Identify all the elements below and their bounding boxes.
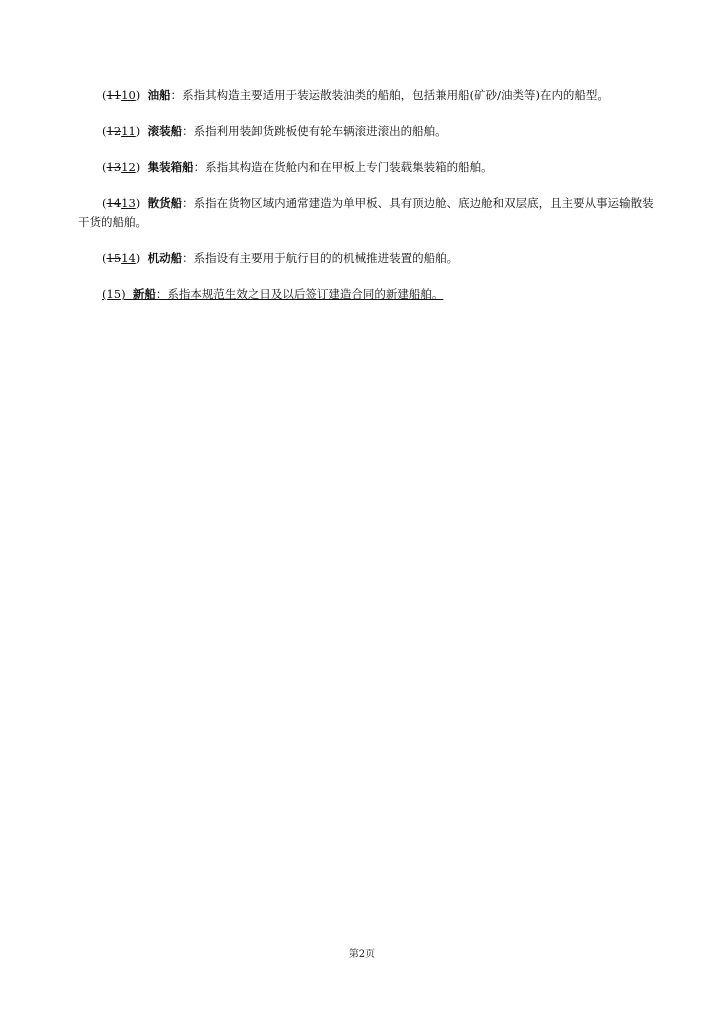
deleted-number: 15	[106, 251, 122, 265]
deleted-number: 13	[106, 160, 122, 174]
deleted-number: 14	[106, 196, 122, 210]
inserted-number: 14	[121, 251, 136, 265]
inserted-number: 12	[121, 160, 136, 174]
definition-paragraph-motor-ship	[78, 249, 660, 268]
inserted-paragraph-number: (15)	[102, 287, 126, 301]
paren-close: )	[135, 124, 141, 138]
deleted-number: 12	[106, 124, 122, 138]
definition-text: ：系指本规范生效之日及以后签订建造合同的新建船舶。	[155, 287, 444, 301]
inserted-number: 11	[121, 124, 136, 138]
paren-open: (	[102, 124, 107, 138]
definition-text: ：系指在货物区域内通常建造为单甲板、具有顶边舱、底边舱和双层底，且主要从事运输散装干货的船舶。	[78, 196, 654, 229]
paren-close: )	[135, 196, 141, 210]
paren-close: )	[135, 160, 141, 174]
deleted-number: 11	[106, 88, 122, 102]
definition-text: ：系指其构造主要适用于装运散装油类的船舶，包括兼用船(矿砂/油类等)在内的船型。	[170, 88, 609, 102]
definition-text: ：系指其构造在货舱内和在甲板上专门装载集装箱的船舶。	[193, 160, 493, 174]
definition-paragraph-oil-tanker	[78, 86, 660, 105]
term-label: 散货船	[147, 196, 183, 210]
paren-close: )	[135, 251, 141, 265]
paren-open: (	[102, 251, 107, 265]
definition-paragraph-container-ship	[78, 158, 660, 177]
term-label: 油船	[147, 88, 171, 102]
term-label: 机动船	[147, 251, 183, 265]
page-number-footer: 第2页	[348, 949, 376, 960]
paren-open: (	[102, 196, 107, 210]
term-label: 集装箱船	[147, 160, 194, 174]
inserted-number: 13	[121, 196, 136, 210]
paren-open: (	[102, 160, 107, 174]
paren-close: )	[135, 88, 141, 102]
definition-paragraph-bulk-carrier	[78, 194, 660, 232]
paren-open: (	[102, 88, 107, 102]
definition-paragraph-ro-ro	[78, 122, 660, 141]
definition-paragraph-new-ship	[78, 285, 660, 304]
inserted-number: 10	[121, 88, 136, 102]
definition-text: ：系指利用装卸货跳板使有轮车辆滚进滚出的船舶。	[182, 124, 447, 138]
term-label: 滚装船	[147, 124, 183, 138]
definition-text: ：系指设有主要用于航行目的的机械推进装置的船舶。	[182, 251, 459, 265]
document-body	[78, 86, 660, 321]
term-label: 新船	[132, 287, 156, 301]
